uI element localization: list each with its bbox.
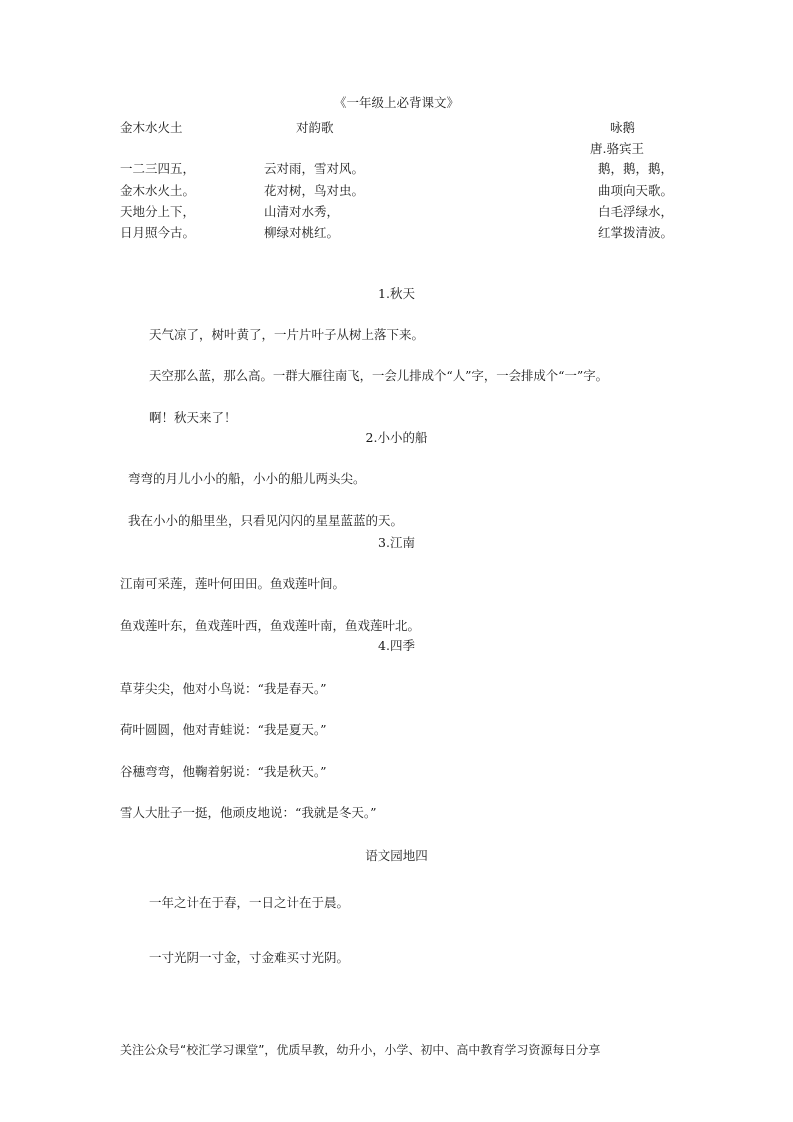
poem-col1-line: 金木水火土。 xyxy=(120,183,196,198)
section-title-garden: 语文园地四 xyxy=(365,848,428,863)
garden-line: 一寸光阴一寸金，寸金难买寸光阴。 xyxy=(149,950,350,965)
boat-line: 弯弯的月儿小小的船，小小的船儿两头尖。 xyxy=(128,471,366,486)
footer-note: 关注公众号“校汇学习课堂”，优质早教，幼升小，小学、初中、高中教育学习资源每日分享 xyxy=(120,1043,601,1057)
autumn-line: 天空那么蓝，那么高。一群大雁往南飞，一会儿排成个“人”字，一会排成个“一”字。 xyxy=(149,368,609,383)
jiangnan-line: 江南可采莲，莲叶何田田。鱼戏莲叶间。 xyxy=(120,576,346,591)
seasons-line: 谷穗弯弯，他鞠着躬说：“我是秋天。” xyxy=(120,764,327,779)
poem-col1-line: 一二三四五， xyxy=(120,161,196,176)
poem-col2-line: 山清对水秀， xyxy=(264,204,340,219)
garden-line: 一年之计在于春，一日之计在于晨。 xyxy=(149,895,350,910)
poem-col3-line: 鹅，鹅，鹅， xyxy=(597,161,673,176)
poem-col2-line: 花对树，鸟对虫。 xyxy=(264,183,365,198)
poem-col3-line: 白毛浮绿水， xyxy=(597,204,673,219)
poem-jinmushuihuotu-heading: 金木水火土 xyxy=(120,120,183,135)
poem-col3-line: 曲项向天歌。 xyxy=(597,183,673,198)
section-title-autumn: 1.秋天 xyxy=(378,286,415,301)
seasons-line: 草芽尖尖，他对小鸟说：“我是春天。” xyxy=(120,681,327,696)
poem-col2-line: 云对雨，雪对风。 xyxy=(264,161,365,176)
poem-col2-line: 柳绿对桃红。 xyxy=(264,225,340,240)
seasons-line: 雪人大肚子一挺，他顽皮地说：“我就是冬天。” xyxy=(120,805,377,820)
section-title-seasons: 4.四季 xyxy=(378,638,415,653)
poem-yonge-author: 唐.骆宾王 xyxy=(590,141,644,156)
poem-yonge-heading: 咏鹅 xyxy=(610,120,636,135)
document-title: 《一年级上必背课文》 xyxy=(333,95,459,110)
poem-col1-line: 日月照今古。 xyxy=(120,225,196,240)
boat-line: 我在小小的船里坐，只看见闪闪的星星蓝蓝的天。 xyxy=(128,513,404,528)
section-title-boat: 2.小小的船 xyxy=(365,430,428,445)
seasons-line: 荷叶圆圆，他对青蛙说：“我是夏天。” xyxy=(120,722,327,737)
poem-duiyunge-heading: 对韵歌 xyxy=(296,120,334,135)
autumn-line: 天气凉了，树叶黄了，一片片叶子从树上落下来。 xyxy=(149,327,425,342)
poem-col3-line: 红掌拨清波。 xyxy=(597,225,673,240)
section-title-jiangnan: 3.江南 xyxy=(378,535,415,550)
jiangnan-line: 鱼戏莲叶东，鱼戏莲叶西，鱼戏莲叶南，鱼戏莲叶北。 xyxy=(120,618,421,633)
poem-col1-line: 天地分上下， xyxy=(120,204,196,219)
autumn-line: 啊！秋天来了！ xyxy=(149,410,237,425)
